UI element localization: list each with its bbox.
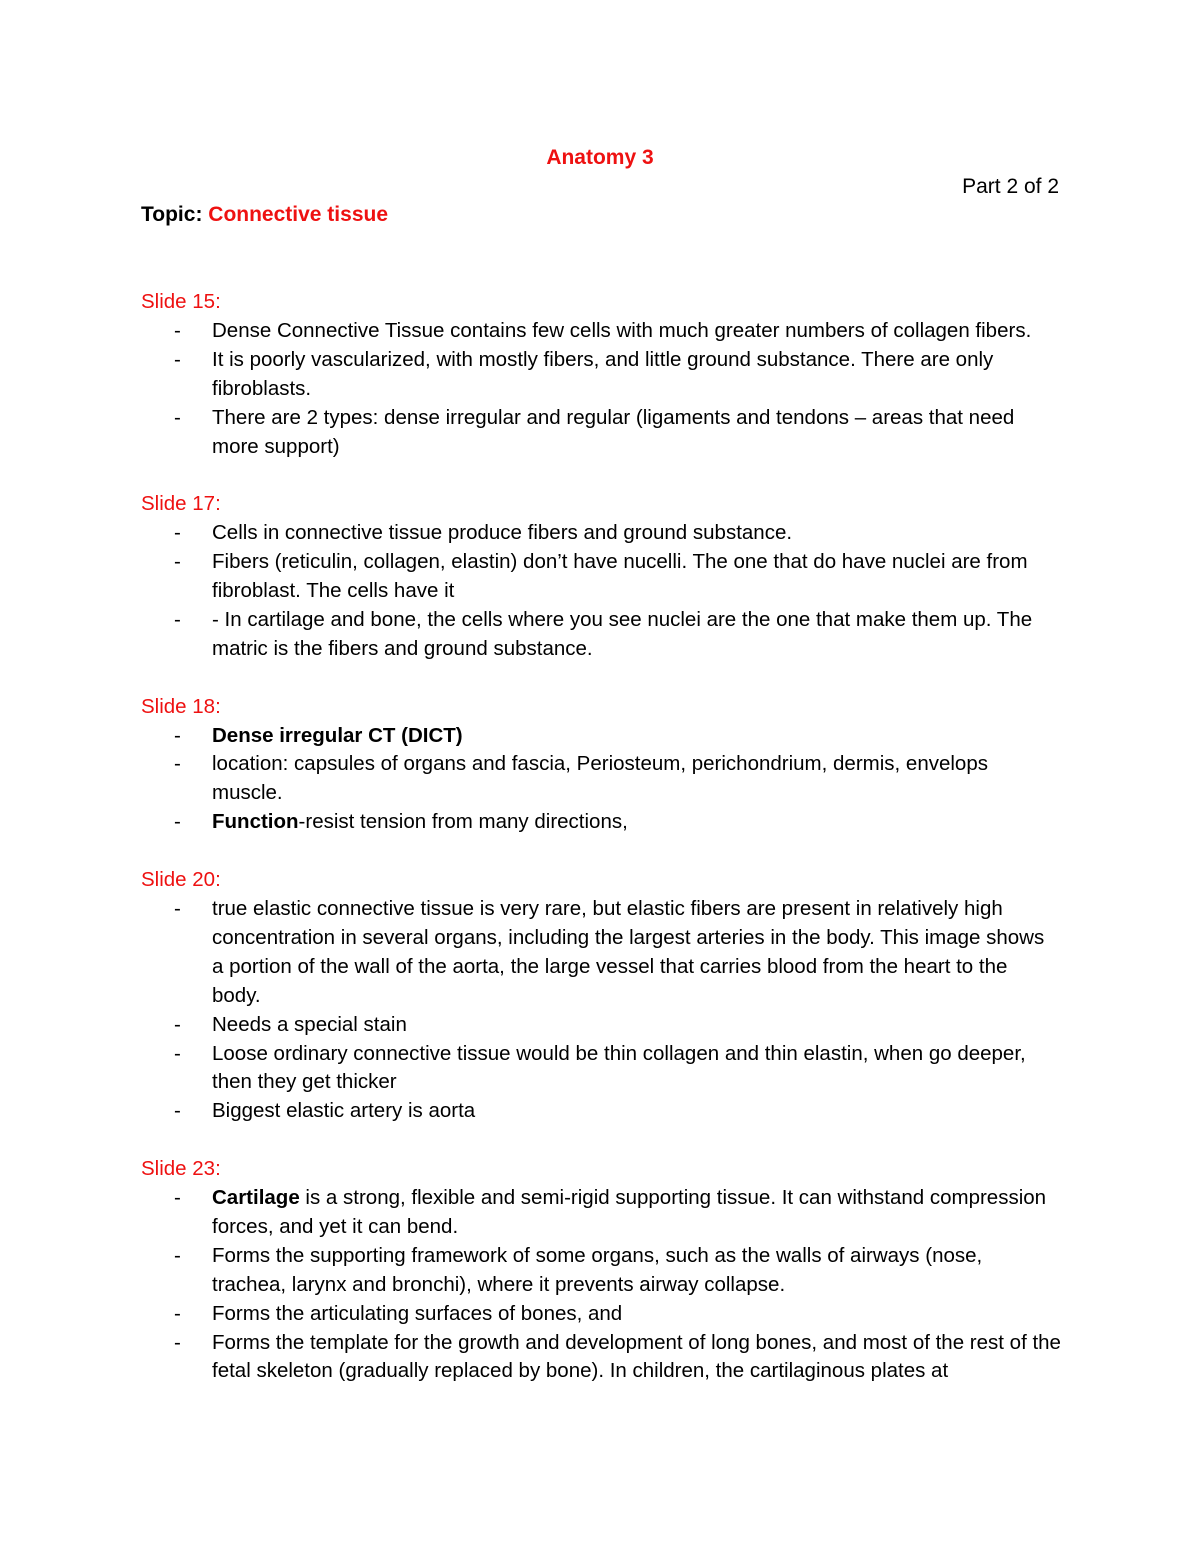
bullet-marker: -	[174, 723, 181, 747]
item-text: Fibers (reticulin, collagen, elastin) don’t have nucelli. The one that do have nuclei are from fibroblast. The cells have it	[212, 550, 1028, 603]
list-item	[141, 1097, 1061, 1126]
list-item	[141, 1329, 1061, 1387]
bullet-list	[141, 317, 1061, 462]
item-text: Loose ordinary connective tissue would be thin collagen and thin elastin, when go deeper, then they get thicker	[212, 1041, 1026, 1094]
list-item	[141, 750, 1061, 808]
bold-term: Cartilage	[212, 1186, 300, 1210]
slide-heading: Slide 18:	[141, 694, 221, 718]
topic-label: Topic:	[141, 203, 203, 226]
bullet-marker: -	[174, 1099, 181, 1123]
list-item	[141, 346, 1061, 404]
bullet-list	[141, 722, 1061, 838]
topic-line	[141, 202, 388, 228]
part-indicator: Part 2 of 2	[962, 175, 1059, 198]
bullet-list	[141, 895, 1061, 1126]
item-text: It is poorly vascularized, with mostly fibers, and little ground substance. There are only fibroblasts.	[212, 347, 994, 400]
notes-content	[141, 288, 1061, 1415]
list-item	[141, 722, 1061, 751]
list-item	[141, 895, 1061, 1011]
item-text: Cells in connective tissue produce fibers and ground substance.	[212, 521, 793, 545]
slide-section	[141, 490, 1061, 663]
list-item	[141, 1242, 1061, 1300]
item-text: Dense Connective Tissue contains few cells with much greater numbers of collagen fibers.	[212, 318, 1032, 342]
bullet-marker: -	[174, 1243, 181, 1267]
slide-section	[141, 288, 1061, 461]
list-item	[141, 1300, 1061, 1329]
bullet-marker: -	[174, 550, 181, 574]
bold-term: Dense irregular CT (DICT)	[212, 723, 463, 747]
bullet-marker: -	[174, 405, 181, 429]
slide-section	[141, 693, 1061, 838]
item-text: There are 2 types: dense irregular and regular (ligaments and tendons – areas that need more support)	[212, 405, 1015, 458]
bullet-marker: -	[174, 1186, 181, 1210]
item-text: Forms the supporting framework of some organs, such as the walls of airways (nose, trachea, larynx and bronchi), where it prevents airway collapse.	[212, 1243, 983, 1296]
list-item	[141, 404, 1061, 462]
list-item	[141, 1011, 1061, 1040]
item-text: Biggest elastic artery is aorta	[212, 1099, 476, 1123]
list-item	[141, 1184, 1061, 1242]
item-text: - In cartilage and bone, the cells where you see nuclei are the one that make them up. The matric is the fibers and ground substance.	[212, 607, 1033, 660]
list-item	[141, 808, 1061, 837]
bullet-marker: -	[174, 347, 181, 371]
slide-heading: Slide 20:	[141, 868, 221, 892]
bold-term: Function	[212, 810, 299, 834]
bullet-marker: -	[174, 896, 181, 920]
slide-section	[141, 866, 1061, 1126]
bullet-marker: -	[174, 752, 181, 776]
list-item	[141, 519, 1061, 548]
bullet-marker: -	[174, 1301, 181, 1325]
item-text: Forms the template for the growth and development of long bones, and most of the rest of the fetal skeleton (gradually replaced by bone). In children, the cartilaginous plates at	[212, 1330, 1061, 1383]
list-item	[141, 606, 1061, 664]
bullet-marker: -	[174, 810, 181, 834]
bullet-marker: -	[174, 607, 181, 631]
slide-heading: Slide 15:	[141, 290, 221, 313]
list-item	[141, 1040, 1061, 1098]
slide-heading: Slide 17:	[141, 492, 221, 516]
list-item	[141, 548, 1061, 606]
item-text: Forms the articulating surfaces of bones, and	[212, 1301, 623, 1325]
bullet-marker: -	[174, 1012, 181, 1036]
bullet-list	[141, 519, 1061, 664]
slide-heading: Slide 23:	[141, 1157, 221, 1181]
item-text: true elastic connective tissue is very rare, but elastic fibers are present in relatively high concentration in several organs, including the largest arteries in the body. This image shows a portion of the wall of the aorta, the large vessel that carries blood from the heart to the body.	[212, 896, 1045, 1007]
item-text: Needs a special stain	[212, 1012, 407, 1036]
item-text: location: capsules of organs and fascia, Periosteum, perichondrium, dermis, envelops muscle.	[212, 752, 988, 805]
bullet-list	[141, 1184, 1061, 1386]
document-title: Anatomy 3	[546, 146, 654, 169]
bullet-marker: -	[174, 521, 181, 545]
item-text: is a strong, flexible and semi-rigid supporting tissue. It can withstand compression forces, and yet it can bend.	[212, 1186, 1047, 1238]
bullet-marker: -	[174, 318, 181, 342]
slide-section	[141, 1155, 1061, 1386]
item-text: -resist tension from many directions,	[298, 810, 628, 834]
topic-value: Connective tissue	[208, 203, 389, 226]
bullet-marker: -	[174, 1330, 181, 1354]
bullet-marker: -	[174, 1041, 181, 1065]
list-item	[141, 317, 1061, 346]
